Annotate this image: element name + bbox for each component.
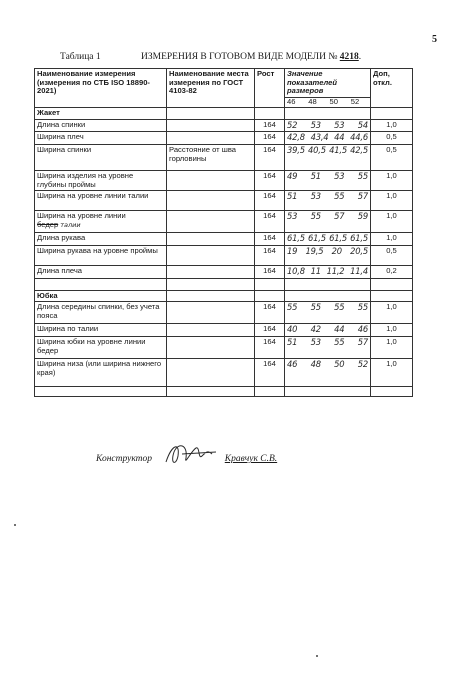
height-value: 164 <box>255 132 285 145</box>
size-values <box>285 359 371 387</box>
handwritten-value: 46 <box>357 324 368 335</box>
table-row <box>35 337 413 359</box>
handwritten-value: 61,5 <box>329 233 347 244</box>
measurement-name: Ширина плеч <box>35 132 167 145</box>
height-value: 164 <box>255 337 285 359</box>
handwritten-value: 39,5 <box>287 144 305 155</box>
handwritten-value: 57 <box>334 211 345 222</box>
model-number: 4218 <box>339 52 359 62</box>
scan-speck <box>316 655 318 657</box>
tolerance-value: 1,0 <box>371 337 413 359</box>
handwritten-value: 53 <box>310 191 321 202</box>
table-row <box>35 170 413 190</box>
size-46: 46 <box>287 97 296 107</box>
section-header <box>35 107 413 119</box>
handwritten-value: 20,5 <box>350 246 368 256</box>
signature-line <box>96 454 277 464</box>
height-value: 164 <box>255 246 285 266</box>
handwritten-value: 57 <box>357 191 368 202</box>
handwritten-value: 61,5 <box>350 233 368 244</box>
measurement-name: Ширина рукава на уровне проймы <box>35 246 167 266</box>
section-title: Юбка <box>35 290 167 302</box>
measurement-name: Ширина на уровне линии бедер талии <box>35 211 167 233</box>
handwritten-value: 52 <box>357 359 368 370</box>
measurement-name: Длина плеча <box>35 266 167 279</box>
table-row <box>35 246 413 266</box>
handwritten-value: 20 <box>331 246 342 256</box>
table-row <box>35 132 413 145</box>
measurement-name: Ширина изделия на уровне глубины проймы <box>35 170 167 190</box>
handwritten-value: 51 <box>287 337 298 348</box>
handwritten-value: 11,2 <box>326 266 345 276</box>
measurement-place <box>167 132 255 145</box>
measurement-place: Расстояние от шва горловины <box>167 144 255 170</box>
handwritten-value: 44 <box>334 132 345 143</box>
height-value: 164 <box>255 211 285 233</box>
table-row <box>35 211 413 233</box>
handwritten-value: 55 <box>310 302 321 313</box>
handwritten-value: 44 <box>334 324 345 335</box>
height-value: 164 <box>255 302 285 324</box>
measurement-place <box>167 233 255 246</box>
handwritten-value: 48 <box>310 359 321 370</box>
size-headers <box>285 98 370 107</box>
tolerance-value: 1,0 <box>371 359 413 387</box>
tolerance-value: 1,0 <box>371 191 413 211</box>
measurement-name: Ширина спинки <box>35 144 167 170</box>
tolerance-value: 1,0 <box>371 233 413 246</box>
header-height: Рост <box>255 69 285 108</box>
handwritten-value: 50 <box>334 359 345 370</box>
empty-row <box>35 278 413 290</box>
handwritten-value: 53 <box>334 119 345 130</box>
handwritten-value: 51 <box>287 191 298 202</box>
measurement-place <box>167 211 255 233</box>
handwritten-value: 55 <box>357 302 368 313</box>
handwritten-value: 55 <box>334 302 345 313</box>
handwritten-value: 42,8 <box>287 132 305 143</box>
tolerance-value: 0,5 <box>371 246 413 266</box>
header-measurement-place: Наименование места измерения по ГОСТ 4103-82 <box>167 69 255 108</box>
handwritten-value: 40 <box>287 324 298 335</box>
signature-name: Кравчук С.В. <box>224 454 278 464</box>
handwritten-value: 53 <box>287 211 298 222</box>
section-title: Жакет <box>35 107 167 119</box>
height-value: 164 <box>255 324 285 337</box>
measurement-place <box>167 266 255 279</box>
tolerance-value: 1,0 <box>371 302 413 324</box>
handwritten-value: 40,5 <box>308 144 326 155</box>
table-row <box>35 191 413 211</box>
measurement-place <box>167 359 255 387</box>
handwritten-value: 55 <box>287 302 298 313</box>
size-values <box>285 266 371 279</box>
measurement-place <box>167 246 255 266</box>
measurement-name: Длина спинки <box>35 119 167 132</box>
handwritten-value: 52 <box>287 119 298 130</box>
table-row <box>35 266 413 279</box>
size-values <box>285 144 371 170</box>
height-value: 164 <box>255 170 285 190</box>
table-row <box>35 144 413 170</box>
measurement-place <box>167 191 255 211</box>
table-label: Таблица 1 <box>60 52 101 62</box>
height-value: 164 <box>255 191 285 211</box>
handwritten-value: 54 <box>357 119 368 130</box>
handwritten-value: 61,5 <box>287 233 305 244</box>
measurement-name: Длина середины спинки, без учета пояса <box>35 302 167 324</box>
tolerance-value: 1,0 <box>371 324 413 337</box>
handwritten-value: 11,4 <box>350 266 368 276</box>
measurement-place <box>167 324 255 337</box>
size-values <box>285 324 371 337</box>
tolerance-value: 0,5 <box>371 144 413 170</box>
measurement-name: Ширина на уровне линии талии <box>35 191 167 211</box>
handwritten-value: 43,4 <box>310 132 329 143</box>
measurement-place <box>167 170 255 190</box>
signature-role: Конструктор <box>96 454 153 464</box>
handwritten-value: 61,5 <box>308 233 326 244</box>
header-values: Значение показателей размеров <box>285 69 371 98</box>
table-row <box>35 324 413 337</box>
table-title: ИЗМЕРЕНИЯ В ГОТОВОМ ВИДЕ МОДЕЛИ № <box>141 52 338 62</box>
handwritten-value: 10,8 <box>287 266 305 276</box>
height-value: 164 <box>255 119 285 132</box>
handwritten-value: 46 <box>287 359 298 370</box>
measurement-place <box>167 119 255 132</box>
size-values <box>285 191 371 211</box>
section-header <box>35 290 413 302</box>
size-values <box>285 132 371 145</box>
height-value: 164 <box>255 233 285 246</box>
table-row <box>35 233 413 246</box>
header-measurement-name: Наименование измерения (измерения по СТБ ISO 18890-2021) <box>35 69 167 108</box>
handwritten-value: 55 <box>310 211 321 222</box>
measurement-place <box>167 337 255 359</box>
handwritten-value: 55 <box>334 337 345 348</box>
handwritten-value: 49 <box>287 170 298 181</box>
measurement-place <box>167 302 255 324</box>
measurement-name: Ширина низа (или ширина нижнего края) <box>35 359 167 387</box>
size-values <box>285 211 371 233</box>
header-tolerance: Доп, откл. <box>371 69 413 108</box>
size-48: 48 <box>308 97 317 107</box>
tolerance-value: 1,0 <box>371 211 413 233</box>
handwritten-value: 11 <box>310 266 321 276</box>
handwritten-value: 51 <box>310 170 321 181</box>
size-52: 52 <box>350 97 360 107</box>
measurements-table <box>34 68 413 397</box>
table-caption: Таблица 1 ИЗМЕРЕНИЯ В ГОТОВОМ ВИДЕ МОДЕЛИ № 4218. <box>60 52 362 62</box>
tolerance-value: 1,0 <box>371 170 413 190</box>
size-values <box>285 302 371 324</box>
height-value: 164 <box>255 359 285 387</box>
handwritten-value: 59 <box>357 211 368 222</box>
tolerance-value: 0,5 <box>371 132 413 145</box>
empty-row <box>35 387 413 397</box>
handwritten-value: 53 <box>310 337 321 348</box>
measurement-name: Ширина юбки на уровне линии бедер <box>35 337 167 359</box>
size-values <box>285 233 371 246</box>
table-row <box>35 359 413 387</box>
handwritten-value: 53 <box>310 119 321 130</box>
measurement-name: Ширина по талии <box>35 324 167 337</box>
size-values <box>285 337 371 359</box>
tolerance-value: 1,0 <box>371 119 413 132</box>
handwritten-value: 55 <box>357 170 368 181</box>
measurement-name: Длина рукава <box>35 233 167 246</box>
scan-speck <box>14 524 16 526</box>
height-value: 164 <box>255 144 285 170</box>
handwritten-value: 41,5 <box>329 144 347 155</box>
handwritten-value: 44,6 <box>350 132 368 143</box>
height-value: 164 <box>255 266 285 279</box>
size-50: 50 <box>329 97 338 107</box>
page-number: 5 <box>432 34 437 45</box>
handwritten-value: 19 <box>287 246 298 256</box>
handwritten-value: 42 <box>310 324 321 335</box>
table-row <box>35 302 413 324</box>
handwritten-correction: талии <box>60 221 81 230</box>
table-row <box>35 119 413 132</box>
handwritten-value: 55 <box>334 191 345 202</box>
handwritten-value: 19,5 <box>305 246 324 256</box>
size-values <box>285 119 371 132</box>
handwritten-value: 57 <box>357 337 368 348</box>
handwritten-value: 53 <box>334 170 345 181</box>
size-values <box>285 170 371 190</box>
size-values <box>285 246 371 266</box>
tolerance-value: 0,2 <box>371 266 413 279</box>
handwritten-value: 42,5 <box>350 144 368 155</box>
